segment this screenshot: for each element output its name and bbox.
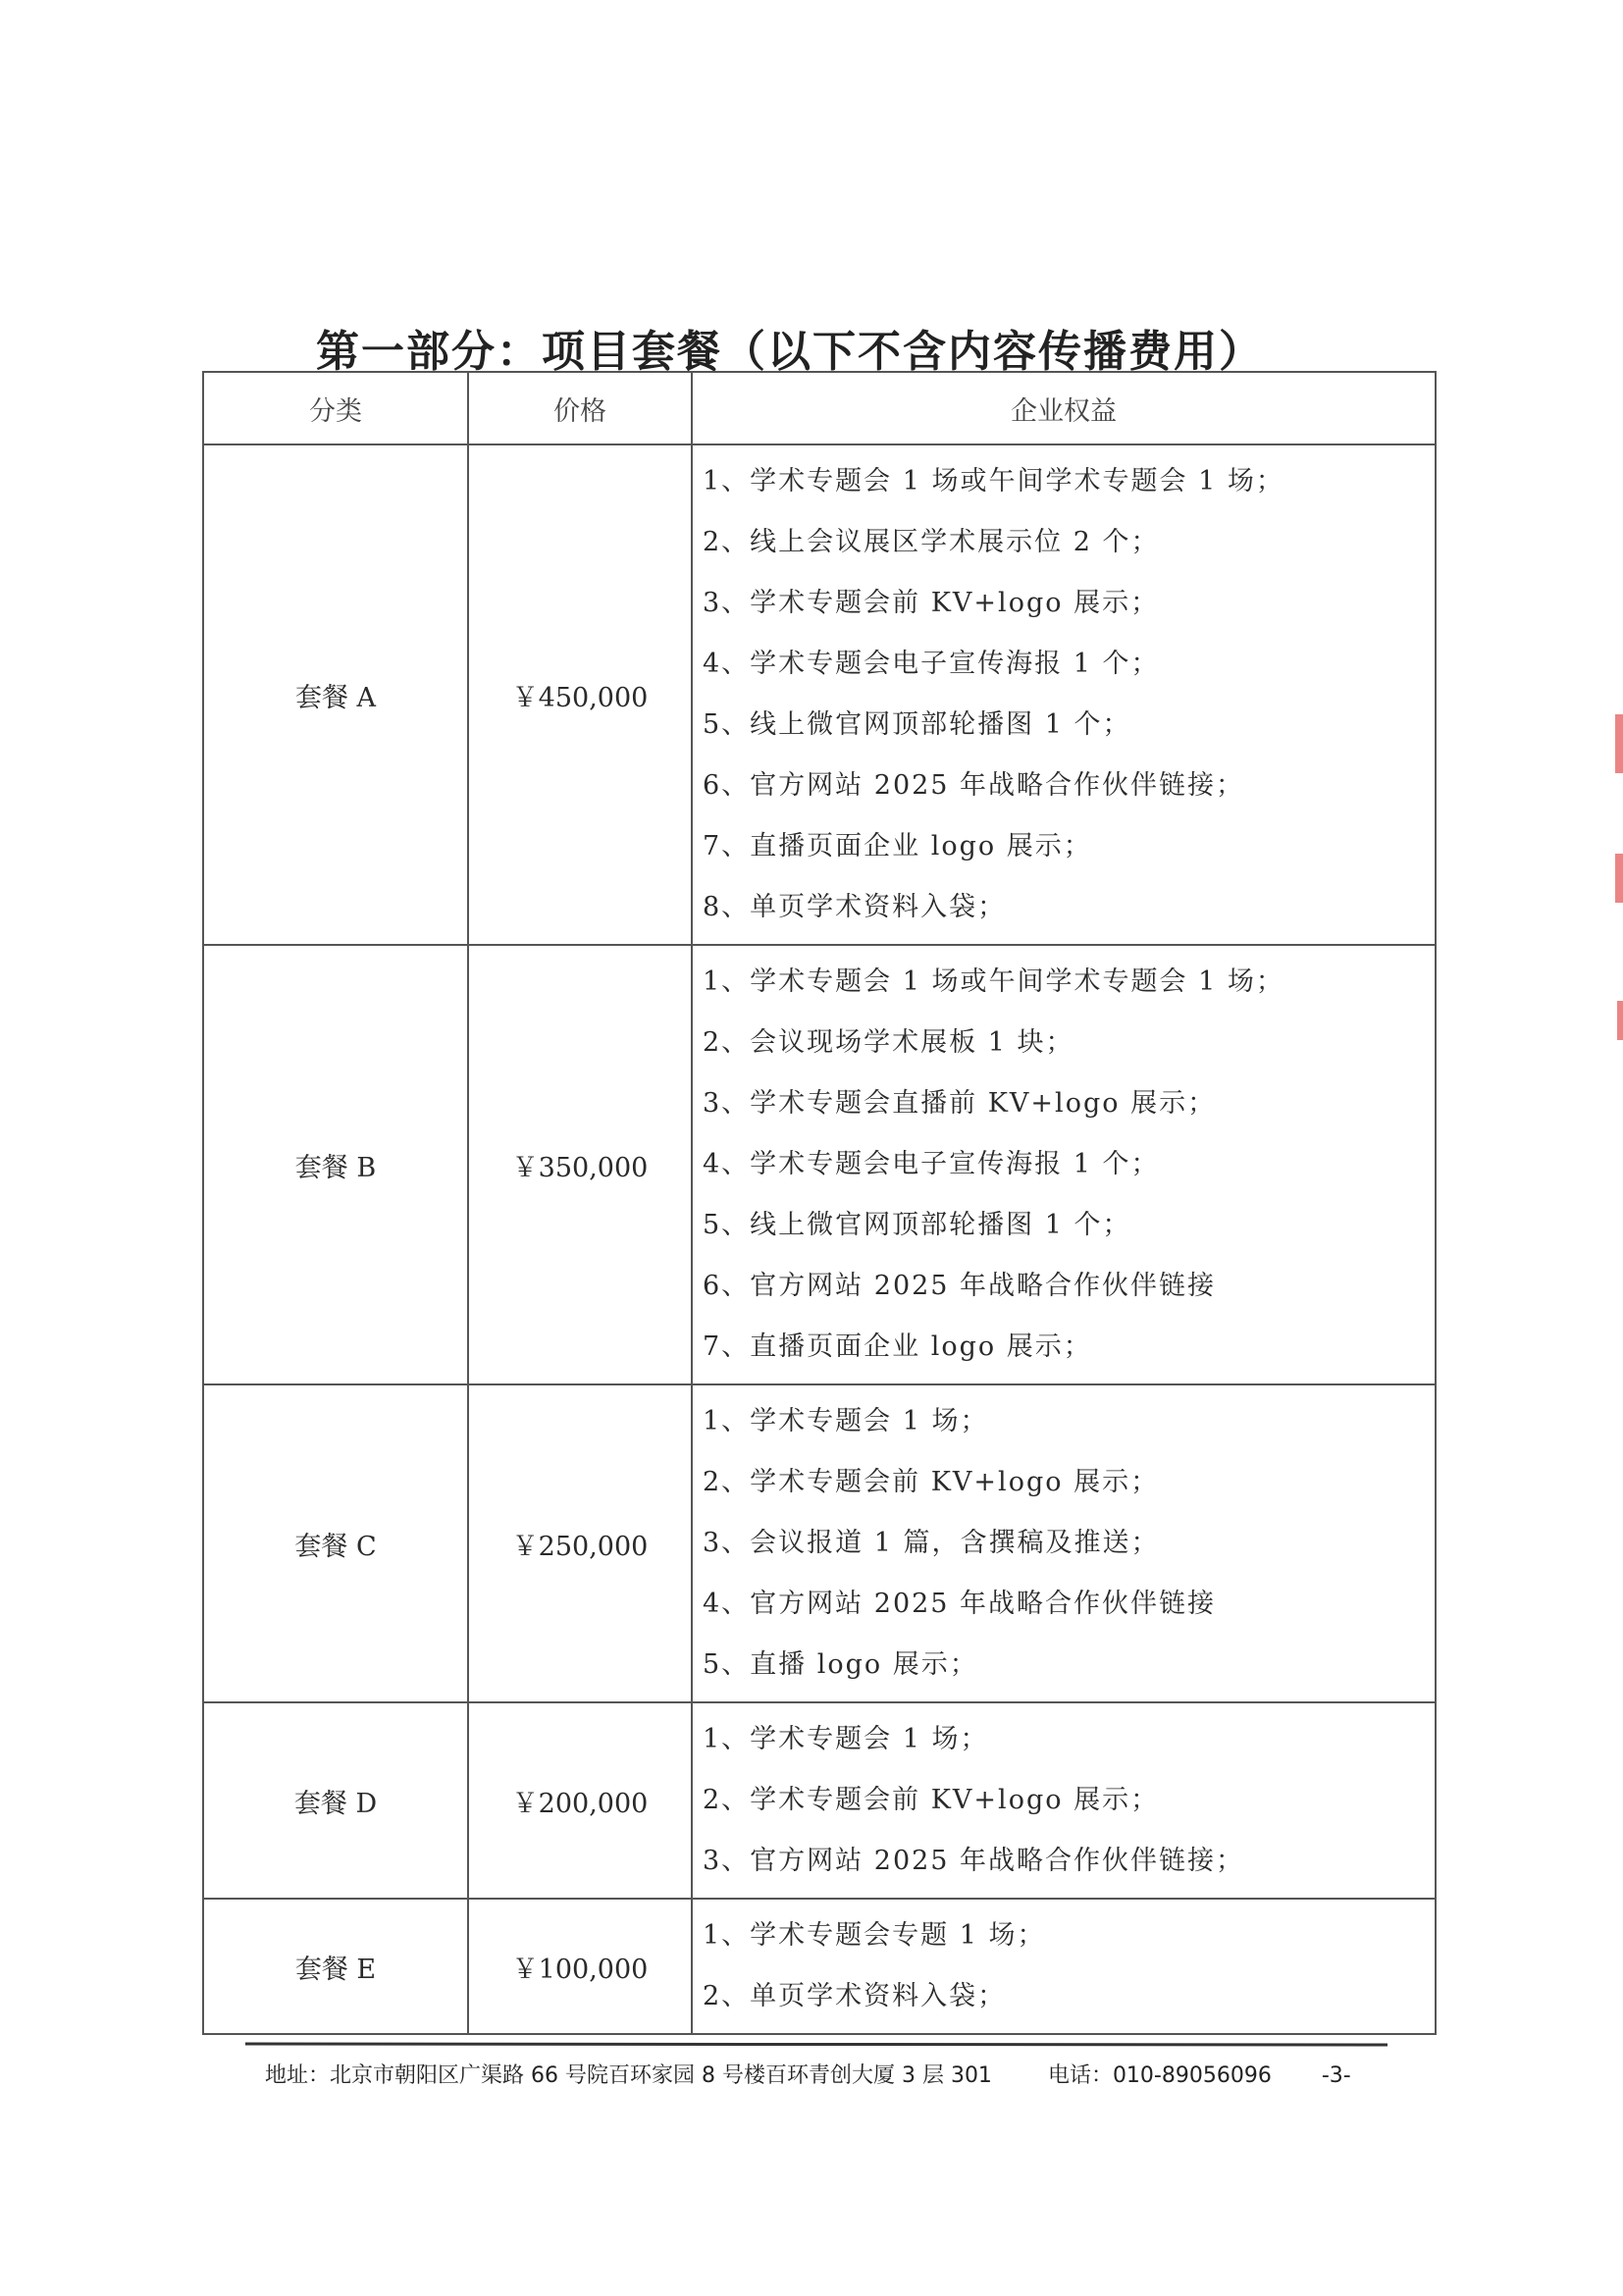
footer-divider	[245, 2042, 1387, 2046]
benefit-item: 8、单页学术资料入袋；	[703, 892, 1007, 922]
benefit-item: 2、会议现场学术展板 1 块；	[703, 1027, 1074, 1058]
benefit-item: 5、直播 logo 展示；	[703, 1649, 978, 1680]
package-price: ￥100,000	[468, 1899, 692, 2034]
table-row	[203, 1899, 1436, 2034]
benefit-item: 1、学术专题会专题 1 场；	[703, 1920, 1046, 1951]
footer-address: 地址：北京市朝阳区广渠路 66 号院百环家园 8 号楼百环青创大厦 3 层 301	[265, 2063, 992, 2088]
table-row	[203, 444, 1436, 945]
benefit-item: 1、学术专题会 1 场或午间学术专题会 1 场；	[703, 466, 1284, 496]
benefit-item: 5、线上微官网顶部轮播图 1 个；	[703, 709, 1131, 740]
footer-phone: 电话：010-89056096	[1047, 2063, 1272, 2088]
benefit-item: 3、学术专题会前 KV+logo 展示；	[703, 588, 1160, 618]
package-benefits	[692, 1702, 1436, 1899]
package-benefits	[692, 945, 1436, 1384]
section-title: 第一部分：项目套餐（以下不含内容传播费用）	[316, 327, 1264, 377]
header-benefits: 企业权益	[692, 372, 1436, 444]
package-benefits	[692, 1899, 1436, 2034]
footer	[265, 2059, 1351, 2089]
benefit-item: 2、学术专题会前 KV+logo 展示；	[703, 1467, 1160, 1497]
benefit-item: 3、会议报道 1 篇，含撰稿及推送；	[703, 1528, 1160, 1558]
package-category: 套餐 A	[203, 444, 468, 945]
benefit-item: 6、官方网站 2025 年战略合作伙伴链接；	[703, 770, 1245, 801]
benefit-item: 1、学术专题会 1 场；	[703, 1724, 989, 1754]
package-benefits	[692, 444, 1436, 945]
package-price: ￥350,000	[468, 945, 692, 1384]
benefit-item: 1、学术专题会 1 场或午间学术专题会 1 场；	[703, 966, 1284, 997]
package-category: 套餐 B	[203, 945, 468, 1384]
benefit-item: 3、学术专题会直播前 KV+logo 展示；	[703, 1088, 1217, 1119]
seal-edge-mark	[1615, 854, 1623, 903]
benefit-item: 3、官方网站 2025 年战略合作伙伴链接；	[703, 1846, 1245, 1876]
benefit-item: 2、线上会议展区学术展示位 2 个；	[703, 527, 1160, 557]
table-row	[203, 1384, 1436, 1702]
package-benefits	[692, 1384, 1436, 1702]
benefit-item: 4、官方网站 2025 年战略合作伙伴链接	[703, 1589, 1217, 1619]
benefit-item: 7、直播页面企业 logo 展示；	[703, 1331, 1092, 1362]
benefit-item: 5、线上微官网顶部轮播图 1 个；	[703, 1210, 1131, 1240]
benefit-item: 2、学术专题会前 KV+logo 展示；	[703, 1785, 1160, 1815]
page-number: -3-	[1321, 2063, 1351, 2088]
package-category: 套餐 C	[203, 1384, 468, 1702]
package-table	[202, 371, 1437, 2035]
benefit-item: 2、单页学术资料入袋；	[703, 1981, 1007, 2011]
package-price: ￥450,000	[468, 444, 692, 945]
header-category: 分类	[203, 372, 468, 444]
table-row	[203, 945, 1436, 1384]
table-header-row	[203, 372, 1436, 444]
benefit-item: 4、学术专题会电子宣传海报 1 个；	[703, 1149, 1160, 1179]
benefit-item: 6、官方网站 2025 年战略合作伙伴链接	[703, 1271, 1217, 1301]
benefit-item: 4、学术专题会电子宣传海报 1 个；	[703, 649, 1160, 679]
table-row	[203, 1702, 1436, 1899]
seal-edge-mark	[1617, 1001, 1623, 1040]
seal-edge-mark	[1615, 714, 1623, 773]
header-price: 价格	[468, 372, 692, 444]
benefit-item: 1、学术专题会 1 场；	[703, 1406, 989, 1436]
package-category: 套餐 E	[203, 1899, 468, 2034]
benefit-item: 7、直播页面企业 logo 展示；	[703, 831, 1092, 861]
package-price: ￥250,000	[468, 1384, 692, 1702]
package-price: ￥200,000	[468, 1702, 692, 1899]
package-category: 套餐 D	[203, 1702, 468, 1899]
